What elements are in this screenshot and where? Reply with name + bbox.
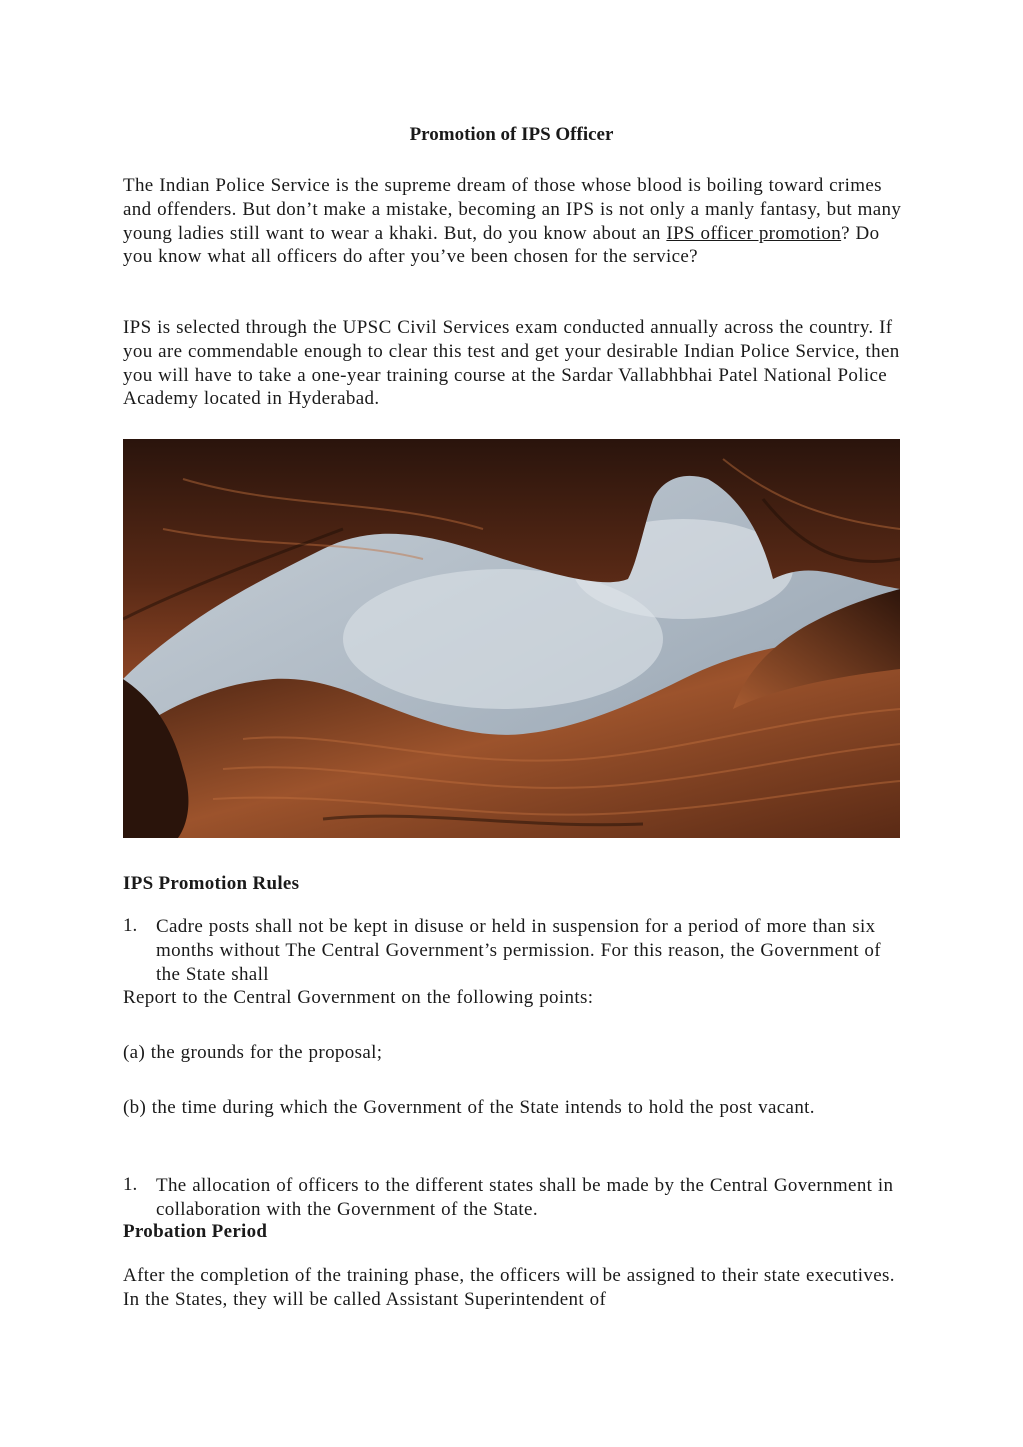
canyon-photo <box>123 439 900 838</box>
probation-paragraph: After the completion of the training phase, the officers will be assigned to their state executives. In the States, they will be called Assistant Superintendent of <box>123 1265 895 1310</box>
report-line: Report to the Central Government on the following points: <box>123 987 594 1008</box>
probation-heading: Probation Period <box>123 1221 268 1242</box>
intro-paragraph <box>123 174 903 269</box>
rules-heading: IPS Promotion Rules <box>123 873 300 894</box>
selection-paragraph: IPS is selected through the UPSC Civil Services exam conducted annually across the country. If you are commendable enough to clear this test and get your desirable Indian Police Service, then you will have to take a one-year training course at the Sardar Vallabhbhai Patel National Police Academy located in Hyderabad. <box>123 317 900 410</box>
intro-text-end: ? Do you know what all officers do after you’ve been chosen for the service? <box>123 222 880 268</box>
rule-2-text: The allocation of officers to the different states shall be made by the Central Government in collaboration with the Government of the State. <box>156 1175 894 1220</box>
rule-1-number: 1. <box>123 915 138 936</box>
document-title: Promotion of IPS Officer <box>409 124 614 145</box>
rule-2-number: 1. <box>123 1174 138 1195</box>
intro-text-start: The Indian Police Service is the supreme dream of those whose blood is boiling toward crimes and offenders. But don’t make a mistake, becoming an IPS is not only a manly fantasy, but many young ladies still want to wear a khaki. But, do you know about an <box>123 175 902 244</box>
ips-promotion-link[interactable]: IPS officer promotion <box>666 222 842 244</box>
point-a: (a) the grounds for the proposal; <box>123 1042 383 1063</box>
point-b: (b) the time during which the Government of the State intends to hold the post vacant. <box>123 1097 815 1118</box>
rule-1-text: Cadre posts shall not be kept in disuse or held in suspension for a period of more than six months without The Central Government’s permission. For this reason, the Government of the State shall <box>156 916 881 985</box>
